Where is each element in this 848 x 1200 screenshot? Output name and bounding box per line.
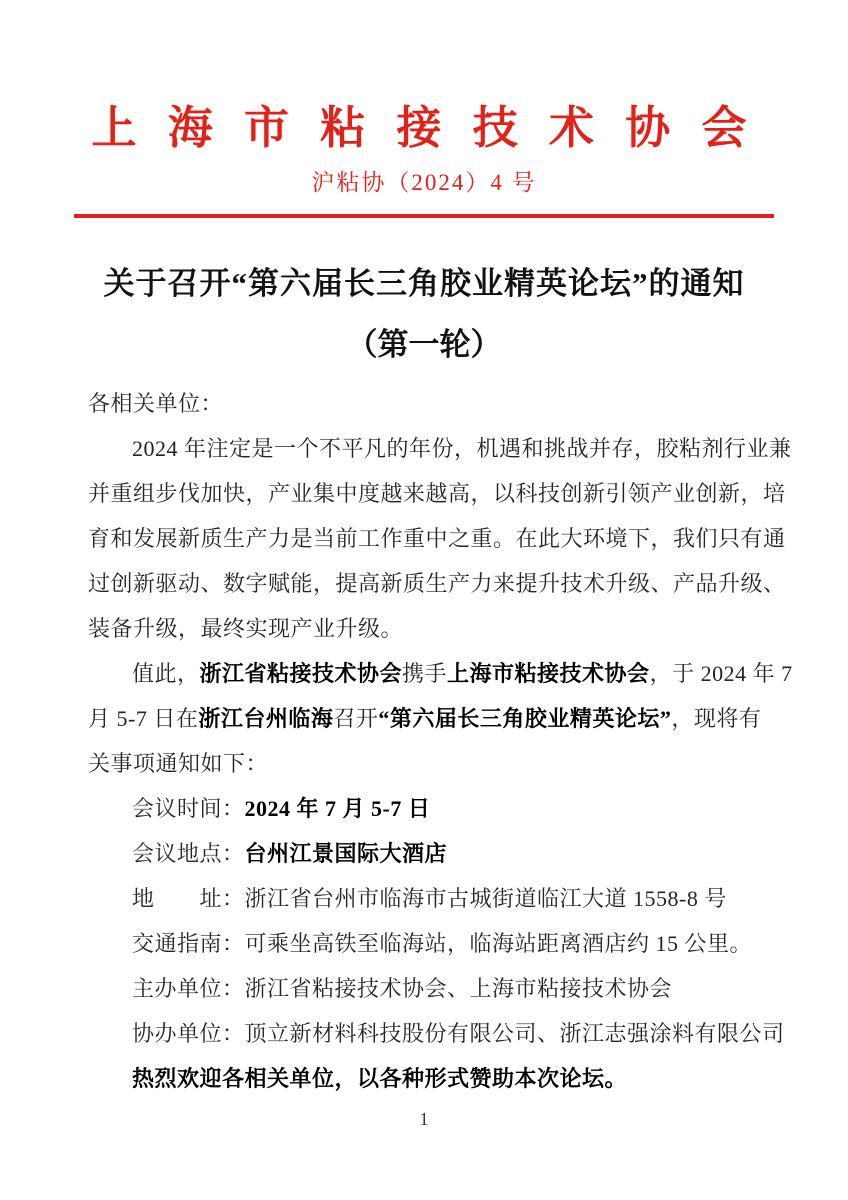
body-line: [88, 381, 762, 426]
body-line: [88, 966, 762, 1011]
body-line: [88, 831, 762, 876]
org-name: 上 海 市 粘 接 技 术 协 会: [91, 103, 757, 153]
page-number: 1: [419, 1109, 429, 1129]
body-text-bold: 浙江省粘接技术协会: [199, 661, 403, 686]
body-line: [88, 1056, 762, 1101]
body-text-bold: “第六届长三角胶业精英论坛”: [378, 706, 672, 731]
body-lines: [88, 381, 793, 1101]
body-text-bold: 浙江台州临海: [198, 706, 334, 731]
body-line: [88, 471, 786, 516]
body-text-bold: 热烈欢迎各相关单位，以各种形式赞助本次论坛。: [132, 1066, 628, 1091]
body-text: 2024 年注定是一个不平凡的年份，机遇和挑战并存，胶粘剂行业兼: [132, 436, 792, 461]
body-text: 交通指南：可乘坐高铁至临海站，临海站距离酒店约 15 公里。: [132, 931, 753, 956]
body-text: ，现将有: [671, 706, 762, 731]
body-line: [88, 1011, 785, 1056]
body-line: [88, 516, 786, 561]
body-line: [88, 696, 762, 741]
body-line: [88, 876, 762, 921]
body-text: 各相关单位：: [88, 391, 224, 416]
body-text: 月 5-7 日在: [88, 706, 199, 731]
body-line: [88, 651, 793, 696]
body-text-bold: 台州江景国际大酒店: [244, 841, 448, 866]
body-line: [88, 786, 762, 831]
body-text: 装备升级，最终实现产业升级。: [88, 616, 404, 641]
doc-number: 沪粘协（2024）4 号: [311, 170, 537, 195]
body-text: 会议地点：: [132, 841, 245, 866]
body-text: 主办单位：浙江省粘接技术协会、上海市粘接技术协会: [132, 976, 673, 1001]
body-line: [88, 741, 762, 786]
body-text-bold: 上海市粘接技术协会: [447, 661, 650, 686]
body-line: [88, 606, 762, 651]
body-text: 值此，: [132, 661, 200, 686]
body-text: ，于 2024 年 7: [649, 661, 793, 686]
body-text: 育和发展新质生产力是当前工作重中之重。在此大环境下，我们只有通: [88, 526, 786, 551]
doc-title: 关于召开“第六届长三角胶业精英论坛”的通知: [103, 266, 745, 301]
body-text-bold: 2024 年 7 月 5-7 日: [244, 796, 431, 821]
body-text: 召开: [333, 706, 379, 731]
body-text: 地 址：浙江省台州市临海市古城街道临江大道 1558-8 号: [132, 886, 727, 911]
body-text: 并重组步伐加快，产业集中度越来越高，以科技创新引领产业创新，培: [88, 481, 786, 506]
body-text: 过创新驱动、数字赋能，提高新质生产力来提升技术升级、产品升级、: [88, 571, 786, 596]
letterhead: [0, 0, 848, 218]
body-line: [88, 561, 786, 606]
body-text: 协办单位：顶立新材料科技股份有限公司、浙江志强涂料有限公司: [132, 1021, 785, 1046]
letterhead-divider-line: [74, 214, 774, 218]
body-text: 会议时间：: [132, 796, 245, 821]
body-text: 携手: [402, 661, 448, 686]
body-line: [88, 426, 792, 471]
doc-subtitle: （第一轮）: [346, 327, 502, 362]
body-line: [88, 921, 762, 966]
body-text: 关事项通知如下：: [88, 751, 269, 776]
